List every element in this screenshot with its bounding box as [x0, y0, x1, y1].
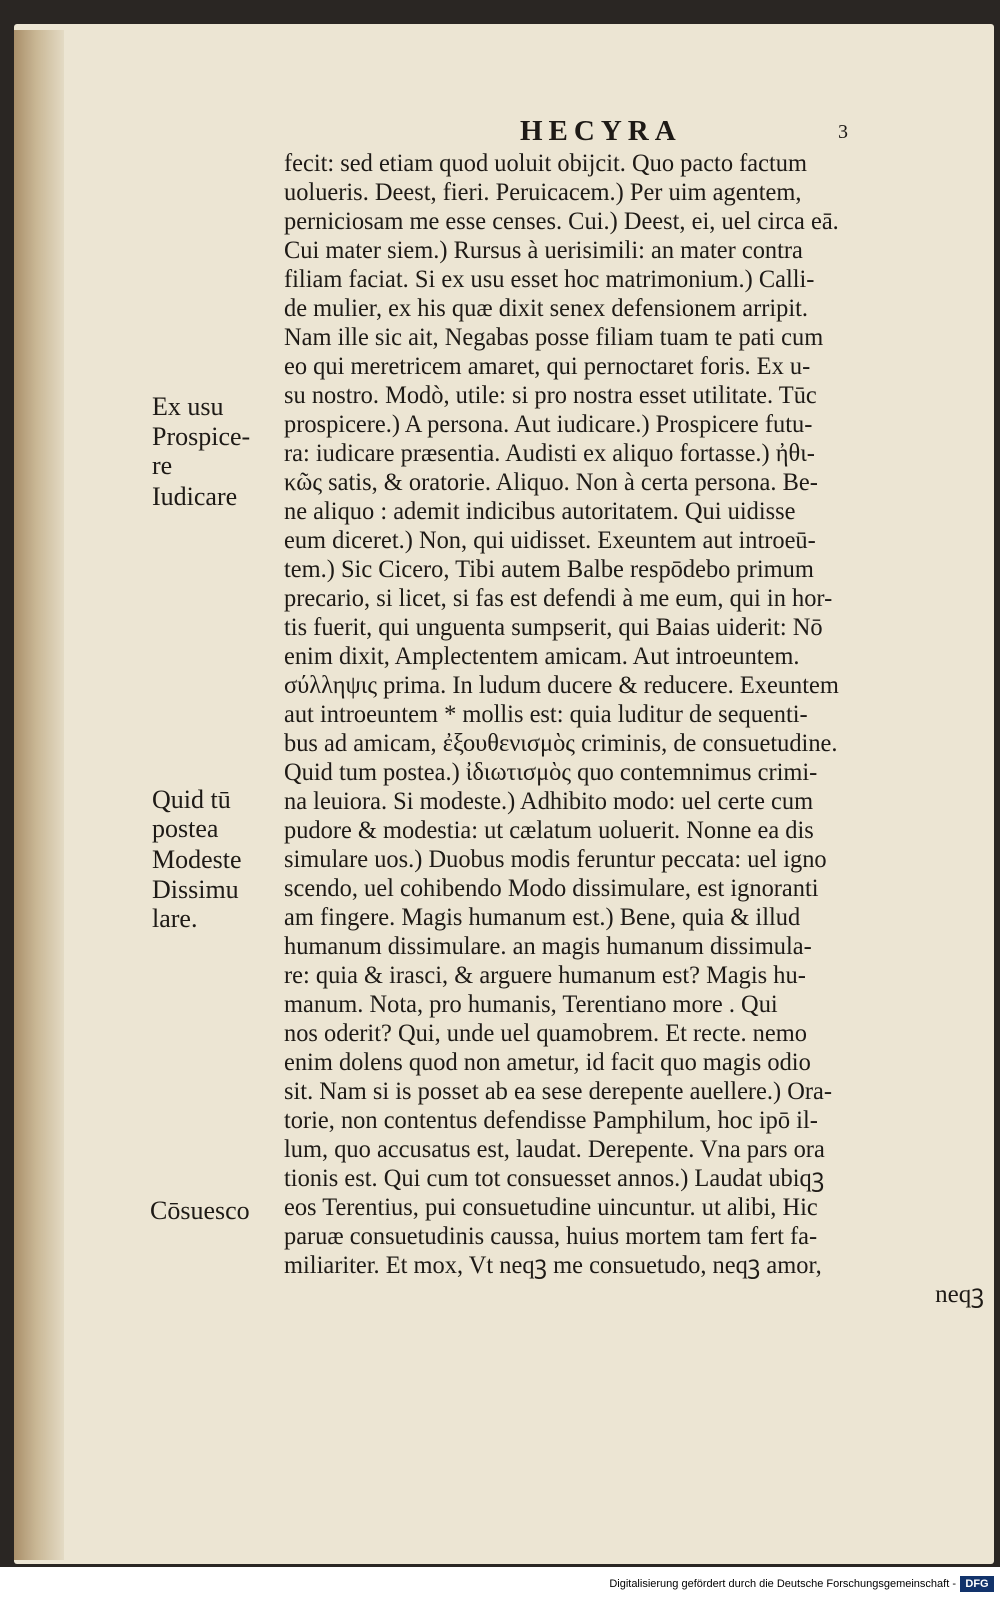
text-line: lum, quo accusatus est, laudat. Derepente. Vna pars ora: [284, 1136, 825, 1163]
text-line: uolueris. Deest, fieri. Peruicacem.) Per uim agentem,: [284, 179, 802, 206]
digitization-footer: [0, 1572, 1000, 1601]
text-line: de mulier, ex his quæ dixit senex defensionem arripit.: [284, 295, 809, 322]
page-edge-shadow: [14, 30, 64, 1560]
marginal-note: [152, 785, 231, 843]
catchword: neqꝫ: [935, 1281, 984, 1308]
text-line: eo qui meretricem amaret, qui pernoctaret foris. Ex u-: [284, 353, 811, 380]
text-line: enim dixit, Amplectentem amicam. Aut introeuntem.: [284, 643, 800, 670]
text-line: sit. Nam si is posset ab ea sese derepente auellere.) Ora-: [284, 1078, 832, 1105]
text-line: tis fuerit, qui unguenta sumpserit, qui Baias uiderit: Nō: [284, 614, 823, 641]
commentary-text: [284, 149, 984, 1309]
text-line: ra: iudicare præsentia. Audisti ex aliquo fortasse.) ἠθι-: [284, 440, 815, 467]
text-line: Quid tum postea.) ἰδιωτισμὸς quo contemnimus crimi-: [284, 759, 818, 786]
running-head-title: HECYRA: [520, 115, 682, 147]
marginal-note: [152, 482, 237, 511]
marginal-note-line: Quid tū: [152, 785, 231, 814]
marginal-note-line: Modeste: [152, 845, 242, 874]
text-line: tem.) Sic Cicero, Tibi autem Balbe respōdebo primum: [284, 556, 814, 583]
marginal-note: [152, 875, 239, 933]
text-line: re: quia & irasci, & arguere humanum est? Magis hu-: [284, 962, 806, 989]
text-line: κῶς satis, & oratorie. Aliquo. Non à certa persona. Be-: [284, 469, 818, 496]
marginal-note-line: Cōsuesco: [150, 1196, 250, 1225]
text-line: simulare uos.) Duobus modis feruntur peccata: uel igno: [284, 846, 827, 873]
text-line: am fingere. Magis humanum est.) Bene, quia & illud: [284, 904, 801, 931]
text-line: humanum dissimulare. an magis humanum dissimula-: [284, 933, 812, 960]
running-head-mark: 3: [838, 121, 848, 143]
text-line: paruæ consuetudinis caussa, huius mortem tam fert fa-: [284, 1223, 818, 1250]
funding-credit: Digitalisierung gefördert durch die Deutsche Forschungsgemeinschaft -: [609, 1578, 956, 1590]
text-line: σύλληψις prima. In ludum ducere & reducere. Exeuntem: [284, 672, 839, 699]
text-line: scendo, uel cohibendo Modo dissimulare, est ignoranti: [284, 875, 819, 902]
text-line: enim dolens quod non ametur, id facit quo magis odio: [284, 1049, 811, 1076]
text-line: torie, non contentus defendisse Pamphilum, hoc ipō il-: [284, 1107, 818, 1134]
marginal-note-line: lare.: [152, 904, 198, 933]
text-line: eum diceret.) Non, qui uidisset. Exeuntem aut introeū-: [284, 527, 816, 554]
text-line: prospicere.) A persona. Aut iudicare.) Prospicere futu-: [284, 411, 813, 438]
marginal-note: [152, 422, 250, 480]
marginal-note: [150, 1196, 250, 1225]
text-line: su nostro. Modò, utile: si pro nostra esset utilitate. Tūc: [284, 382, 817, 409]
marginal-note-line: Ex usu: [152, 392, 224, 421]
text-line: aut introeuntem * mollis est: quia luditur de sequenti-: [284, 701, 808, 728]
text-line: ne aliquo : ademit indicibus autoritatem. Qui uidisse: [284, 498, 796, 525]
marginal-note-line: postea: [152, 814, 219, 843]
text-line: nos oderit? Qui, unde uel quamobrem. Et recte. nemo: [284, 1020, 807, 1047]
text-line: precario, si licet, si fas est defendi à me eum, qui in hor-: [284, 585, 833, 612]
text-line: Cui mater siem.) Rursus à uerisimili: an mater contra: [284, 237, 803, 264]
text-line: na leuiora. Si modeste.) Adhibito modo: uel certe cum: [284, 788, 814, 815]
marginal-note-line: re: [152, 451, 173, 480]
marginal-note-line: Prospice-: [152, 422, 251, 451]
text-line: eos Terentius, pui consuetudine uincuntur. ut alibi, Hic: [284, 1194, 818, 1221]
text-line: fecit: sed etiam quod uoluit obijcit. Quo pacto factum: [284, 150, 807, 177]
text-line: pudore & modestia: ut cælatum uoluerit. Nonne ea dis: [284, 817, 814, 844]
marginal-note-line: Dissimu: [152, 875, 239, 904]
text-line: tionis est. Qui cum tot consuesset annos.) Laudat ubiqꝫ: [284, 1165, 825, 1192]
text-line: Nam ille sic ait, Negabas posse filiam tuam te pati cum: [284, 324, 824, 351]
text-line: filiam faciat. Si ex usu esset hoc matrimonium.) Calli-: [284, 266, 815, 293]
text-line: manum. Nota, pro humanis, Terentiano more . Qui: [284, 991, 778, 1018]
text-line: perniciosam me esse censes. Cui.) Deest, ei, uel circa eā.: [284, 208, 839, 235]
marginal-note-line: Iudicare: [152, 482, 238, 511]
text-line: bus ad amicam, ἐξουθενισμὸς criminis, de consuetudine.: [284, 730, 838, 757]
text-line: miliariter. Et mox, Vt neqꝫ me consuetudo, neqꝫ amor,: [284, 1252, 822, 1279]
marginal-note: [152, 845, 242, 874]
marginal-note: [152, 392, 224, 421]
dfg-logo: DFG: [960, 1576, 994, 1592]
